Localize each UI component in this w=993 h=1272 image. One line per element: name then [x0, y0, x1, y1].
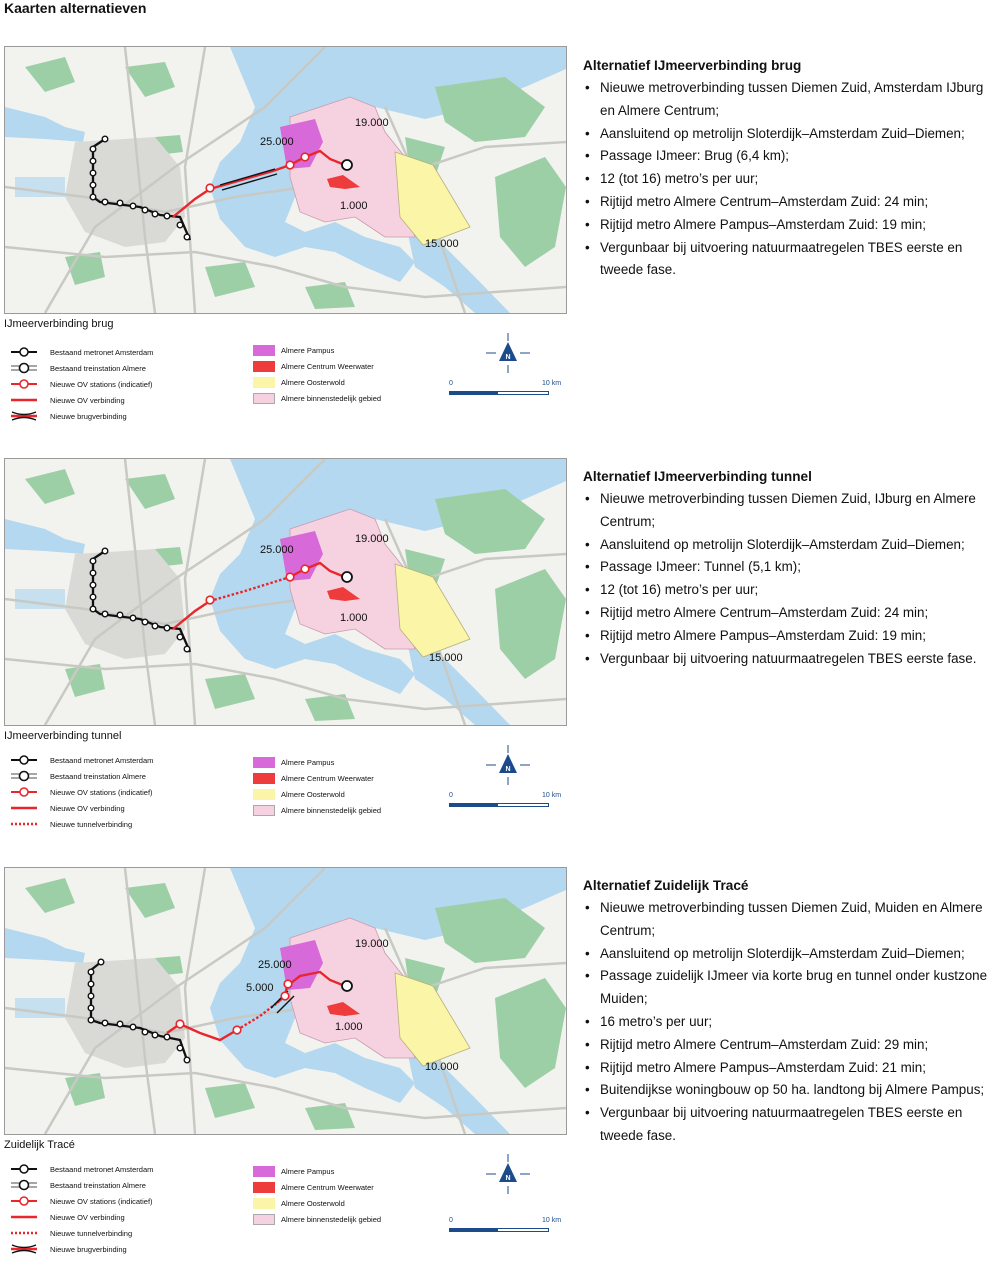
tunnel-icon — [10, 1227, 38, 1239]
legend-pampus: Almere Pampus — [253, 342, 381, 358]
legend-train: Bestaand treinstation Almere — [10, 1177, 153, 1193]
treinstation-almere — [342, 572, 352, 582]
text-tunnel — [583, 467, 988, 670]
bullet: • Aansluitend op metrolijn Sloterdijk–Amsterdam Zuid–Diemen; — [583, 534, 988, 557]
legend-train: Bestaand treinstation Almere — [10, 360, 153, 376]
legend-bridge: Nieuwe brugverbinding — [10, 1241, 153, 1257]
map-canvas — [5, 459, 566, 725]
metro-line-icon — [10, 346, 38, 358]
bridge-icon — [10, 410, 38, 422]
legend-metro: Bestaand metronet Amsterdam — [10, 344, 153, 360]
heading: Alternatief Zuidelijk Tracé — [583, 878, 749, 893]
bullet: • Buitendijkse woningbouw op 50 ha. landtong bij Almere Pampus; — [583, 1079, 988, 1102]
bullet: • Vergunbaar bij uitvoering natuurmaatregelen TBES eerste en tweede fase. — [583, 1102, 988, 1148]
scale-start: 0 — [449, 1217, 453, 1224]
bullet: • Aansluitend op metrolijn Sloterdijk–Amsterdam Zuid–Diemen; — [583, 123, 988, 146]
legend-tunnel: Nieuwe tunnelverbinding — [10, 1225, 153, 1241]
weerwater-swatch — [253, 773, 275, 784]
legend-weerwater: Almere Centrum Weerwater — [253, 358, 381, 374]
legend-binnenstedelijk: Almere binnenstedelijk gebied — [253, 390, 381, 406]
svg-text:N: N — [505, 1175, 511, 1182]
map-label: IJmeerverbinding brug — [4, 318, 114, 330]
legend-stations: Nieuwe OV stations (indicatief) — [10, 376, 153, 392]
map-brug[interactable] — [4, 46, 567, 314]
bullet: • 16 metro’s per uur; — [583, 1011, 988, 1034]
legend-oosterwold: Almere Oosterwold — [253, 786, 381, 802]
legend-ov: Nieuwe OV verbinding — [10, 800, 153, 816]
bullet: • Aansluitend op metrolijn Sloterdijk–Amsterdam Zuid–Diemen; — [583, 943, 988, 966]
panel-brug — [0, 46, 993, 451]
scale-end: 10 km — [542, 380, 562, 387]
bullet: • 12 (tot 16) metro’s per uur; — [583, 579, 988, 602]
north-arrow-icon — [486, 1154, 530, 1194]
legend-lines — [10, 344, 153, 424]
svg-text:N: N — [505, 354, 511, 361]
legend-pampus: Almere Pampus — [253, 1163, 381, 1179]
label-1000: 1.000 — [340, 612, 368, 624]
label-19000: 19.000 — [355, 117, 389, 129]
bullet: • Nieuwe metroverbinding tussen Diemen Zuid, Amsterdam IJburg en Almere Centrum; — [583, 77, 988, 123]
new-station-icon — [10, 1195, 38, 1207]
new-station-icon — [10, 378, 38, 390]
bullet-list — [583, 77, 988, 282]
metro-line-icon — [10, 754, 38, 766]
legend-weerwater: Almere Centrum Weerwater — [253, 770, 381, 786]
legend-binnenstedelijk: Almere binnenstedelijk gebied — [253, 1211, 381, 1227]
label-19000: 19.000 — [355, 533, 389, 545]
bullet: • Rijtijd metro Almere Pampus–Amsterdam Zuid: 19 min; — [583, 625, 988, 648]
treinstation-almere — [342, 981, 352, 991]
page-title: Kaarten alternatieven — [4, 0, 147, 16]
label-19000: 19.000 — [355, 938, 389, 950]
legend-areas — [253, 342, 381, 406]
map-canvas — [5, 868, 566, 1134]
label-1000: 1.000 — [335, 1021, 363, 1033]
legend-metro: Bestaand metronet Amsterdam — [10, 752, 153, 768]
new-station-icon — [10, 786, 38, 798]
treinstation-almere — [342, 160, 352, 170]
oosterwold-swatch — [253, 1198, 275, 1209]
svg-text:N: N — [505, 766, 511, 773]
legend-ov: Nieuwe OV verbinding — [10, 392, 153, 408]
bullet: • Rijtijd metro Almere Centrum–Amsterdam Zuid: 29 min; — [583, 1034, 988, 1057]
binnenstedelijk-swatch — [253, 1214, 275, 1225]
new-ov-line-icon — [10, 802, 38, 814]
north-arrow-icon — [486, 333, 530, 373]
legend-areas — [253, 754, 381, 818]
label-1000: 1.000 — [340, 200, 368, 212]
map-tunnel[interactable] — [4, 458, 567, 726]
text-brug — [583, 56, 988, 282]
legend-train: Bestaand treinstation Almere — [10, 768, 153, 784]
heading: Alternatief IJmeerverbinding brug — [583, 58, 802, 73]
label-oosterwold-count: 10.000 — [425, 1061, 459, 1073]
legend-stations: Nieuwe OV stations (indicatief) — [10, 1193, 153, 1209]
bullet: • Passage IJmeer: Brug (6,4 km); — [583, 145, 988, 168]
map-canvas — [5, 47, 566, 313]
legend-bridge: Nieuwe brugverbinding — [10, 408, 153, 424]
label-25000: 25.000 — [258, 959, 292, 971]
bullet: • Rijtijd metro Almere Centrum–Amsterdam Zuid: 24 min; — [583, 602, 988, 625]
legend-ov: Nieuwe OV verbinding — [10, 1209, 153, 1225]
legend-areas — [253, 1163, 381, 1227]
scale-end: 10 km — [542, 1217, 562, 1224]
legend-tunnel: Nieuwe tunnelverbinding — [10, 816, 153, 832]
bullet: • Vergunbaar bij uitvoering natuurmaatregelen TBES eerste fase. — [583, 648, 988, 671]
new-ov-line-icon — [10, 394, 38, 406]
bullet: • Rijtijd metro Almere Pampus–Amsterdam Zuid: 21 min; — [583, 1057, 988, 1080]
label-25000: 25.000 — [260, 544, 294, 556]
heading: Alternatief IJmeerverbinding tunnel — [583, 469, 812, 484]
train-station-icon — [10, 770, 38, 782]
pampus-swatch — [253, 345, 275, 356]
label-oosterwold-count: 15.000 — [425, 238, 459, 250]
legend-oosterwold: Almere Oosterwold — [253, 1195, 381, 1211]
text-zuidelijk — [583, 876, 988, 1148]
legend-metro: Bestaand metronet Amsterdam — [10, 1161, 153, 1177]
panel-zuidelijk — [0, 867, 993, 1272]
pampus-swatch — [253, 757, 275, 768]
weerwater-swatch — [253, 1182, 275, 1193]
bullet: • Nieuwe metroverbinding tussen Diemen Zuid, IJburg en Almere Centrum; — [583, 488, 988, 534]
map-zuidelijk[interactable] — [4, 867, 567, 1135]
north-arrow-icon — [486, 745, 530, 785]
panel-tunnel — [0, 458, 993, 863]
oosterwold-swatch — [253, 377, 275, 388]
bullet: • Passage IJmeer: Tunnel (5,1 km); — [583, 556, 988, 579]
legend-oosterwold: Almere Oosterwold — [253, 374, 381, 390]
weerwater-swatch — [253, 361, 275, 372]
binnenstedelijk-swatch — [253, 805, 275, 816]
bullet: • Passage zuidelijk IJmeer via korte brug en tunnel onder kustzone Muiden; — [583, 965, 988, 1011]
new-ov-line-icon — [10, 1211, 38, 1223]
bullet: • Rijtijd metro Almere Centrum–Amsterdam Zuid: 24 min; — [583, 191, 988, 214]
train-station-icon — [10, 362, 38, 374]
legend-lines — [10, 1161, 153, 1257]
bullet: • Vergunbaar bij uitvoering natuurmaatregelen TBES eerste en tweede fase. — [583, 237, 988, 283]
scale-end: 10 km — [542, 792, 562, 799]
map-label: IJmeerverbinding tunnel — [4, 730, 122, 742]
bullet: • Rijtijd metro Almere Pampus–Amsterdam Zuid: 19 min; — [583, 214, 988, 237]
legend-stations: Nieuwe OV stations (indicatief) — [10, 784, 153, 800]
scale-start: 0 — [449, 792, 453, 799]
legend-binnenstedelijk: Almere binnenstedelijk gebied — [253, 802, 381, 818]
tunnel-icon — [10, 818, 38, 830]
legend-weerwater: Almere Centrum Weerwater — [253, 1179, 381, 1195]
bullet: • Nieuwe metroverbinding tussen Diemen Zuid, Muiden en Almere Centrum; — [583, 897, 988, 943]
metro-line-icon — [10, 1163, 38, 1175]
label-5000: 5.000 — [246, 982, 274, 994]
binnenstedelijk-swatch — [253, 393, 275, 404]
scale-start: 0 — [449, 380, 453, 387]
label-oosterwold-count: 15.000 — [429, 652, 463, 664]
pampus-swatch — [253, 1166, 275, 1177]
label-25000: 25.000 — [260, 136, 294, 148]
bullet-list — [583, 488, 988, 670]
bullet: • 12 (tot 16) metro’s per uur; — [583, 168, 988, 191]
bullet-list — [583, 897, 988, 1148]
legend-lines — [10, 752, 153, 832]
train-station-icon — [10, 1179, 38, 1191]
map-label: Zuidelijk Tracé — [4, 1139, 75, 1151]
legend-pampus: Almere Pampus — [253, 754, 381, 770]
bridge-icon — [10, 1243, 38, 1255]
oosterwold-swatch — [253, 789, 275, 800]
